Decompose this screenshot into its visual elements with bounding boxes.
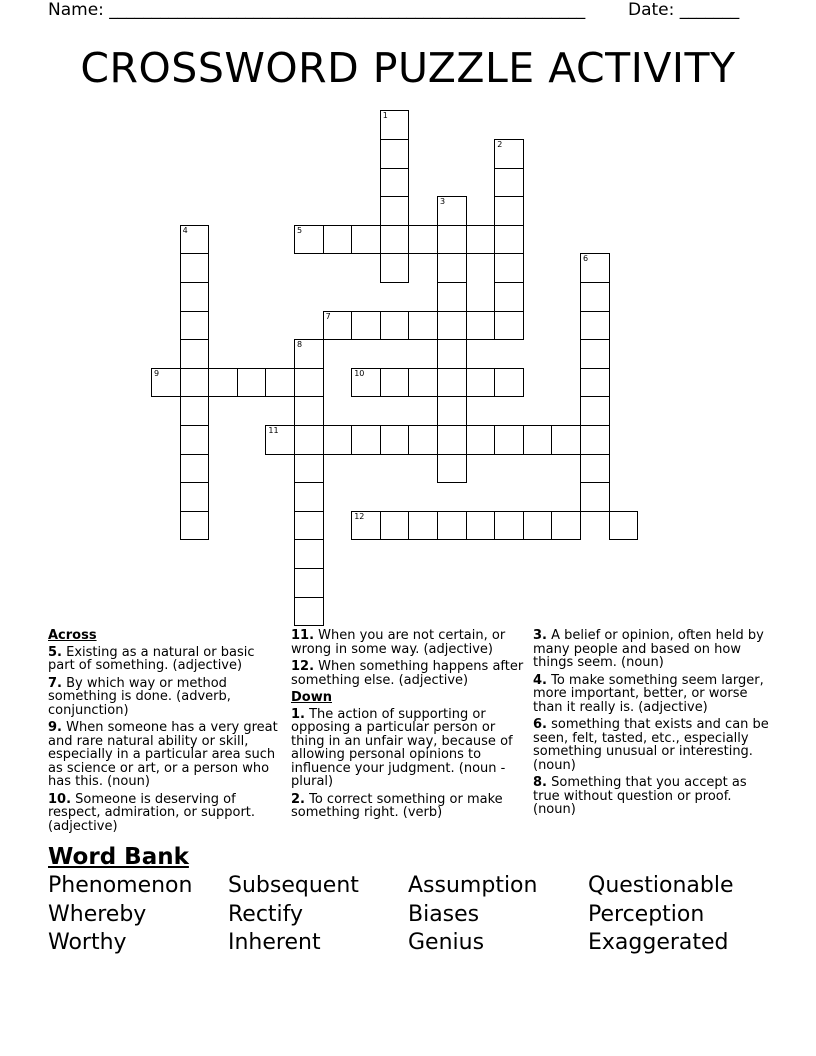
crossword-cell[interactable] <box>265 368 295 398</box>
crossword-cell[interactable] <box>180 225 210 255</box>
crossword-cell[interactable] <box>180 511 210 541</box>
crossword-cell[interactable] <box>408 511 438 541</box>
clue-item <box>533 674 769 715</box>
word-bank-word: Assumption <box>408 873 538 898</box>
clue-number: 12 <box>354 511 365 521</box>
crossword-cell[interactable] <box>494 425 524 455</box>
name-field-label: Name: ________________________________________________________ <box>48 0 586 20</box>
word-bank-word: Worthy <box>48 930 127 955</box>
across-heading: Across <box>48 628 97 643</box>
crossword-cell[interactable] <box>523 425 553 455</box>
crossword-cell[interactable] <box>294 225 324 255</box>
clue-number-label: 10. <box>48 791 72 807</box>
crossword-cell[interactable] <box>180 311 210 341</box>
clue-text: To correct something or make something right. (verb) <box>291 791 503 820</box>
clue-text: When you are not certain, or wrong in some way. (adjective) <box>291 628 506 657</box>
crossword-cell[interactable] <box>466 425 496 455</box>
crossword-cell[interactable] <box>294 597 324 627</box>
crossword-cell[interactable] <box>437 225 467 255</box>
word-bank-word: Phenomenon <box>48 873 193 898</box>
clue-text: Something that you accept as true without question or proof. (noun) <box>533 775 747 817</box>
crossword-cell[interactable] <box>294 568 324 598</box>
clue-item <box>291 629 525 656</box>
crossword-cell[interactable] <box>494 253 524 283</box>
date-field-label: Date: _______ <box>628 0 740 20</box>
crossword-cell[interactable] <box>237 368 267 398</box>
crossword-cell[interactable] <box>437 425 467 455</box>
word-bank-word: Genius <box>408 930 485 955</box>
crossword-cell[interactable] <box>151 368 181 398</box>
crossword-cell[interactable] <box>380 253 410 283</box>
crossword-cell[interactable] <box>351 225 381 255</box>
crossword-cell[interactable] <box>466 368 496 398</box>
clue-text: When something happens after something else. (adjective) <box>291 659 524 688</box>
crossword-cell[interactable] <box>551 425 581 455</box>
clue-number-label: 3. <box>533 628 547 643</box>
crossword-cell[interactable] <box>437 396 467 426</box>
crossword-cell[interactable] <box>437 282 467 312</box>
crossword-cell[interactable] <box>580 282 610 312</box>
clue-number-label: 6. <box>533 717 547 732</box>
clue-text: something that exists and can be seen, felt, tasted, etc., especially something unusual or interesting. (noun) <box>533 717 769 773</box>
page-title: CROSSWORD PUZZLE ACTIVITY <box>80 44 736 92</box>
clue-number: 8 <box>297 340 303 350</box>
word-bank-title: Word Bank <box>48 844 189 870</box>
clue-item <box>533 776 769 817</box>
clue-number: 11 <box>268 426 279 435</box>
crossword-cell[interactable] <box>294 425 324 455</box>
crossword-cell[interactable] <box>408 368 438 398</box>
crossword-cell[interactable] <box>294 396 324 426</box>
crossword-cell[interactable] <box>351 425 381 455</box>
crossword-cell[interactable] <box>208 368 238 398</box>
crossword-cell[interactable] <box>180 339 210 369</box>
crossword-cell[interactable] <box>580 454 610 484</box>
crossword-cell[interactable] <box>294 482 324 512</box>
clue-number: 4 <box>182 225 188 235</box>
crossword-cell[interactable] <box>437 454 467 484</box>
clue-item <box>291 793 525 820</box>
clue-number: 10 <box>354 368 365 378</box>
crossword-cell[interactable] <box>294 454 324 484</box>
crossword-cell[interactable] <box>380 225 410 255</box>
clue-number: 9 <box>154 368 160 378</box>
crossword-cell[interactable] <box>466 511 496 541</box>
crossword-cell[interactable] <box>351 368 381 398</box>
clue-number-label: 11. <box>291 628 315 643</box>
crossword-cell[interactable] <box>437 196 467 226</box>
clue-item <box>533 629 769 670</box>
clue-number: 2 <box>497 140 503 149</box>
clue-number: 6 <box>583 254 589 264</box>
crossword-cell[interactable] <box>180 396 210 426</box>
crossword-cell[interactable] <box>408 311 438 341</box>
crossword-cell[interactable] <box>380 368 410 398</box>
clue-number-label: 4. <box>533 672 547 688</box>
clue-item <box>48 793 280 834</box>
clue-number-label: 7. <box>48 675 62 691</box>
clue-number: 1 <box>382 111 388 121</box>
crossword-cell[interactable] <box>494 168 524 198</box>
crossword-cell[interactable] <box>523 511 553 541</box>
word-bank-word: Subsequent <box>228 873 359 898</box>
crossword-cell[interactable] <box>180 482 210 512</box>
crossword-cell[interactable] <box>580 482 610 512</box>
crossword-cell[interactable] <box>180 425 210 455</box>
crossword-cell[interactable] <box>494 196 524 226</box>
clue-number-label: 8. <box>533 775 547 790</box>
clue-item <box>291 660 525 687</box>
crossword-cell[interactable] <box>580 339 610 369</box>
clue-item <box>48 721 280 789</box>
clue-text: Existing as a natural or basic part of something. (adjective) <box>48 644 255 673</box>
clue-text: By which way or method something is done. (adverb, conjunction) <box>48 675 231 718</box>
crossword-cell[interactable] <box>609 511 639 541</box>
crossword-cell[interactable] <box>380 511 410 541</box>
crossword-cell[interactable] <box>408 425 438 455</box>
crossword-cell[interactable] <box>437 339 467 369</box>
crossword-cell[interactable] <box>437 511 467 541</box>
crossword-cell[interactable] <box>294 339 324 369</box>
clue-text: To make something seem larger, more important, better, or worse than it really is. (adjective) <box>533 672 764 715</box>
clue-number-label: 12. <box>291 659 315 674</box>
crossword-cell[interactable] <box>294 511 324 541</box>
clue-item <box>48 646 280 673</box>
clues-column-1 <box>48 629 280 837</box>
crossword-cell[interactable] <box>494 511 524 541</box>
crossword-cell[interactable] <box>466 311 496 341</box>
crossword-cell[interactable] <box>580 311 610 341</box>
word-bank-word: Exaggerated <box>588 930 729 955</box>
clue-item <box>48 677 280 718</box>
crossword-cell[interactable] <box>323 425 353 455</box>
word-bank-word: Inherent <box>228 930 321 955</box>
crossword-cell[interactable] <box>580 368 610 398</box>
crossword-cell[interactable] <box>294 368 324 398</box>
clue-number: 5 <box>297 225 303 235</box>
crossword-cell[interactable] <box>180 368 210 398</box>
crossword-cell[interactable] <box>323 311 353 341</box>
crossword-cell[interactable] <box>494 139 524 169</box>
crossword-cell[interactable] <box>466 225 496 255</box>
clue-text: A belief or opinion, often held by many people and based on how things seem. (noun) <box>533 628 764 670</box>
clue-number-label: 2. <box>291 791 305 807</box>
crossword-cell[interactable] <box>180 282 210 312</box>
crossword-cell[interactable] <box>380 311 410 341</box>
crossword-cell[interactable] <box>437 311 467 341</box>
word-bank-word: Biases <box>408 902 480 927</box>
clue-number-label: 5. <box>48 644 62 660</box>
clue-text: When someone has a very great and rare natural ability or skill, especially in a particular area such as science or art, or a person who has this. (noun) <box>48 720 278 789</box>
crossword-cell[interactable] <box>380 168 410 198</box>
clues-column-3 <box>533 629 769 821</box>
word-bank-word: Questionable <box>588 873 734 898</box>
crossword-cell[interactable] <box>265 425 295 455</box>
crossword-cell[interactable] <box>551 511 581 541</box>
word-bank-word: Whereby <box>48 902 147 927</box>
crossword-cell[interactable] <box>380 139 410 169</box>
crossword-cell[interactable] <box>437 368 467 398</box>
clues-column-2 <box>291 629 525 824</box>
crossword-cell[interactable] <box>351 311 381 341</box>
crossword-cell[interactable] <box>380 110 410 140</box>
clue-number: 3 <box>440 197 446 207</box>
down-heading: Down <box>291 690 332 705</box>
crossword-cell[interactable] <box>494 282 524 312</box>
clue-number: 7 <box>325 311 331 321</box>
crossword-cell[interactable] <box>494 311 524 341</box>
clue-number-label: 1. <box>291 706 305 722</box>
crossword-cell[interactable] <box>494 368 524 398</box>
word-bank-word: Perception <box>588 902 705 927</box>
crossword-cell[interactable] <box>580 425 610 455</box>
crossword-cell[interactable] <box>323 225 353 255</box>
crossword-cell[interactable] <box>180 253 210 283</box>
clue-item <box>533 718 769 772</box>
crossword-cell[interactable] <box>380 196 410 226</box>
crossword-cell[interactable] <box>437 253 467 283</box>
crossword-cell[interactable] <box>351 511 381 541</box>
crossword-cell[interactable] <box>494 225 524 255</box>
crossword-cell[interactable] <box>294 539 324 569</box>
crossword-cell[interactable] <box>408 225 438 255</box>
crossword-cell[interactable] <box>180 454 210 484</box>
clue-number-label: 9. <box>48 720 62 735</box>
clue-text: The action of supporting or opposing a particular person or thing in an unfair way, because of allowing personal opinions to influence your judgment. (noun - plural) <box>291 706 513 789</box>
crossword-cell[interactable] <box>580 396 610 426</box>
word-bank-word: Rectify <box>228 902 304 927</box>
crossword-cell[interactable] <box>580 253 610 283</box>
clue-text: Someone is deserving of respect, admiration, or support. (adjective) <box>48 791 256 834</box>
clue-item <box>291 708 525 789</box>
crossword-cell[interactable] <box>380 425 410 455</box>
